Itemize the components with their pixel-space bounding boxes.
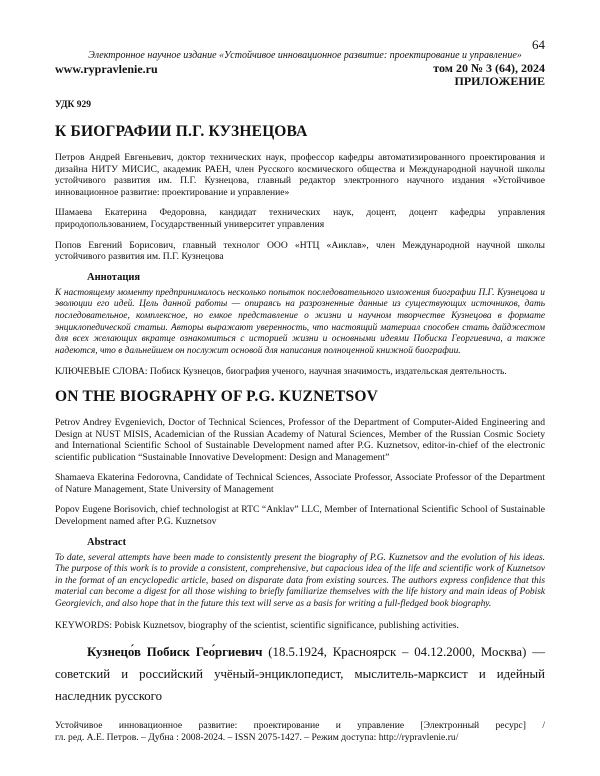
title-ru: К БИОГРАФИИ П.Г. КУЗНЕЦОВА [55,123,308,140]
issue-info [433,62,545,88]
article-body [55,100,545,707]
title-en: ON THE BIOGRAPHY OF P.G. KUZNETSOV [55,387,379,405]
author-en-petrov: Petrov Andrey Evgenievich, Doctor of Technical Sciences, Professor of the Department of Computer-Aided Engineering and Design at NUST MISIS, Academician of the Russian Academy of Natural Sciences, Member of the Russian Cosmic Society and International Scientific School of Sustainable Development named after P.G. Kuznetsov, editor-in-chief of the electronic scientific publication “Sustainable Innovative Development: Design and Management” [55,416,545,463]
supplement-label: ПРИЛОЖЕНИЕ [454,74,545,88]
website-link[interactable]: www.rypravlenie.ru [55,62,158,76]
abstract-heading-ru: Аннотация [87,271,141,283]
author-en-shamaeva: Shamaeva Ekaterina Fedorovna, Candidate of Technical Sciences, Associate Professor, Associate Professor of the Department of Nature Management, State University of Management [55,472,545,495]
journal-title: Электронное научное издание «Устойчивое инновационное развитие: проектирование и управление» [88,50,522,61]
volume-label: том 20 № 3 (64), 2024 [433,61,545,75]
author-ru-petrov: Петров Андрей Евгеньевич, доктор технических наук, профессор кафедры автоматизированного проектирования и дизайна НИТУ МИСИС, академик РАЕН, член Русского космического общества и Международной научной школы устойчивого развития им. П.Г. Кузнецова, главный редактор электронного научного издания «Устойчивое инновационное развитие: проектирование и управление» [55,152,545,198]
intro-text: (18.5.1924, Красноярск – 04.12.2000, Москва) — советский и российский учёный-энциклопедист, мыслитель-марксист и идейный наследник русского [55,645,545,704]
abstract-en: To date, several attempts have been made to consistently present the biography of P.G. Kuznetsov and the evolution of his ideas. The purpose of this work is to provide a consistent, comprehensive, but capacious idea of the life and scientific work of Kuznetsov in the format of an encyclopedic article, based on disparate data from existing sources. The authors express confidence that this material can become a digest for all those wishing to briefly familiarize themselves with the life history and main ideas of Pobisk Georgievich, and also hope that in the future this text will serve as a basis for writing a full-fledged book biography. [55,552,545,610]
page-footer [55,720,545,744]
intro-paragraph [55,641,545,707]
page-number: 64 [532,37,545,52]
abstract-heading-en: Abstract [87,536,127,548]
keywords-ru: КЛЮЧЕВЫЕ СЛОВА: Побиск Кузнецов, биография ученого, научная значимость, издательская деятельность. [55,366,507,378]
author-ru-shamaeva: Шамаева Екатерина Федоровна, кандидат технических наук, доцент, доцент кафедры управления природопользованием, Государственный университет управления [55,207,545,230]
author-en-popov: Popov Eugene Borisovich, chief technologist at RTC “Anklav” LLC, Member of International Scientific School of Sustainable Development named after P.G. Kuznetsov [55,504,545,528]
author-ru-popov: Попов Евгений Борисович, главный технолог ООО «НТЦ «Аиклав», член Международной научной школы устойчивого развития им. П.Г. Кузнецова [55,239,545,263]
keywords-en: KEYWORDS: Pobisk Kuznetsov, biography of the scientist, scientific significance, publishing activities. [55,619,459,631]
footer-line-2: гл. ред. А.Е. Петров. – Дубна : 2008-2024. – ISSN 2075-1427. – Режим доступа: http://rypravlenie.ru/ [55,732,459,743]
subject-name: Кузнецо́в Побиск Гео́ргиевич [87,645,263,660]
abstract-ru: К настоящему моменту предпринималось несколько попыток последовательного изложения биографии П.Г. Кузнецова и эволюции его идей. Цель данной работы — опираясь на разрозненные данные из существующих источников, дать последовательное, комплексное, но емкое представление о жизни и научном творчестве Кузнецова в формате энциклопедической статьи. Авторы выражают уверенность, что настоящий материал способен стать дайджестом для всех желающих вкратце ознакомиться с историей жизни и основными идеями Побиска Георгиевича, а также надеются, что в дальнейшем он послужит основой для написания полноценной книжной биографии. [55,287,545,356]
footer-line-1: Устойчивое инновационное развитие: проектирование и управление [Электронный ресурс] / [55,720,545,731]
udk-code: УДК 929 [55,100,92,110]
